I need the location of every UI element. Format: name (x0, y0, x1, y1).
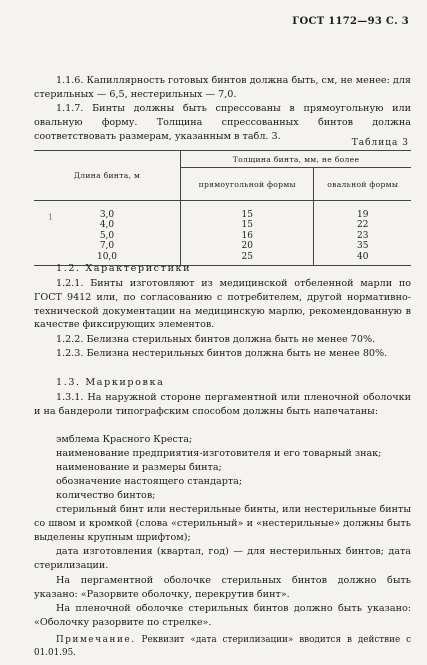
paragraph-1-3-1: 1.3.1. На наружной стороне пергаментной или пленочной оболочки и на бандероли типографским способом должны быть напечатаны: (34, 392, 411, 417)
cell-length: 4,0 (99, 220, 115, 231)
paragraph-1-2-3: 1.2.3. Белизна нестерильных бинтов должна быть не менее 80%. (56, 348, 388, 359)
cell-rect: 25 (241, 251, 253, 262)
marking-item: обозначение настоящего стандарта; (56, 476, 243, 487)
paragraph-date: дата изготовления (квартал, год) — для нестерильных бинтов; дата стерилизации. (34, 546, 411, 571)
cell-rect: 15 (241, 220, 253, 231)
paragraph-1-2-1: 1.2.1. Бинты изготовляют из медицинской отбеленной марли по ГОСТ 9412 или, по согласованию с потребителем, другой нормативно-технической документации на медицинскую марлю, рекомендованную в качестве фиксирующих элементов. (34, 278, 411, 331)
section-1-3-title: 1.3. Маркировка (56, 377, 165, 388)
margin-mark: 1 (48, 213, 54, 222)
note-label: Примечание. (56, 635, 136, 645)
cell-rect: 20 (241, 241, 253, 252)
note-text: Реквизит «дата стерилизации» вводится в действие с 01.01.95. (34, 635, 412, 658)
cell-length: 7,0 (99, 241, 115, 252)
section-1-2-title: 1.2. Характеристики (56, 263, 192, 274)
cell-length: 5,0 (99, 230, 115, 241)
column-rect-values (181, 201, 314, 266)
header-oval: овальной формы (314, 168, 411, 201)
paragraph-film: На пленочной оболочке стерильных бинтов должно быть указано: «Оболочку разорвите по стрелке». (34, 603, 411, 628)
cell-rect: 15 (241, 210, 253, 220)
cell-oval: 40 (357, 251, 369, 262)
marking-item: наименование предприятия-изготовителя и его товарный знак; (56, 448, 382, 459)
header-rect: прямоугольной формы (181, 168, 314, 201)
column-oval-values (314, 201, 411, 266)
table-caption: Таблица 3 (351, 138, 409, 148)
paragraph-1-1-6: 1.1.6. Капиллярность готовых бинтов должна быть, см, не менее: для стерильных — 6,5, нестерильных — 7,0. (34, 75, 411, 100)
paragraph-sterile: стерильный бинт или нестерильные бинты, или нестерильные бинты со швом и кромкой (слова «стерильный» и «нестерильные» должны быть выделены крупным шрифтом); (34, 504, 411, 543)
paragraph-1-1-7: 1.1.7. Бинты должны быть спрессованы в прямоугольную или овальную форму. Толщина спрессованных бинтов должна соответствовать размерам, указанным в табл. 3. (34, 103, 411, 142)
cell-oval: 35 (357, 241, 369, 252)
cell-rect: 16 (241, 230, 253, 241)
marking-item: количество бинтов; (56, 490, 156, 501)
note (34, 634, 411, 659)
cell-oval: 22 (357, 220, 369, 231)
column-length-values (34, 201, 181, 266)
table-3 (34, 150, 411, 266)
marking-item: эмблема Красного Креста; (56, 434, 193, 445)
paragraph-parchment: На пергаментной оболочке стерильных бинтов должно быть указано: «Разорвите оболочку, перекрутив бинт». (34, 575, 411, 600)
paragraph-1-2-2: 1.2.2. Белизна стерильных бинтов должна быть не менее 70%. (56, 334, 376, 345)
cell-length: 3,0 (99, 210, 115, 220)
cell-oval: 23 (357, 230, 369, 241)
header-thickness: Толщина бинта, мм, не более (181, 151, 412, 168)
page-header: ГОСТ 1172—93 С. 3 (292, 16, 409, 27)
cell-length: 10,0 (96, 251, 118, 262)
cell-oval: 19 (357, 210, 369, 220)
header-length: Длина бинта, м (34, 151, 181, 201)
marking-item: наименование и размеры бинта; (56, 462, 222, 473)
